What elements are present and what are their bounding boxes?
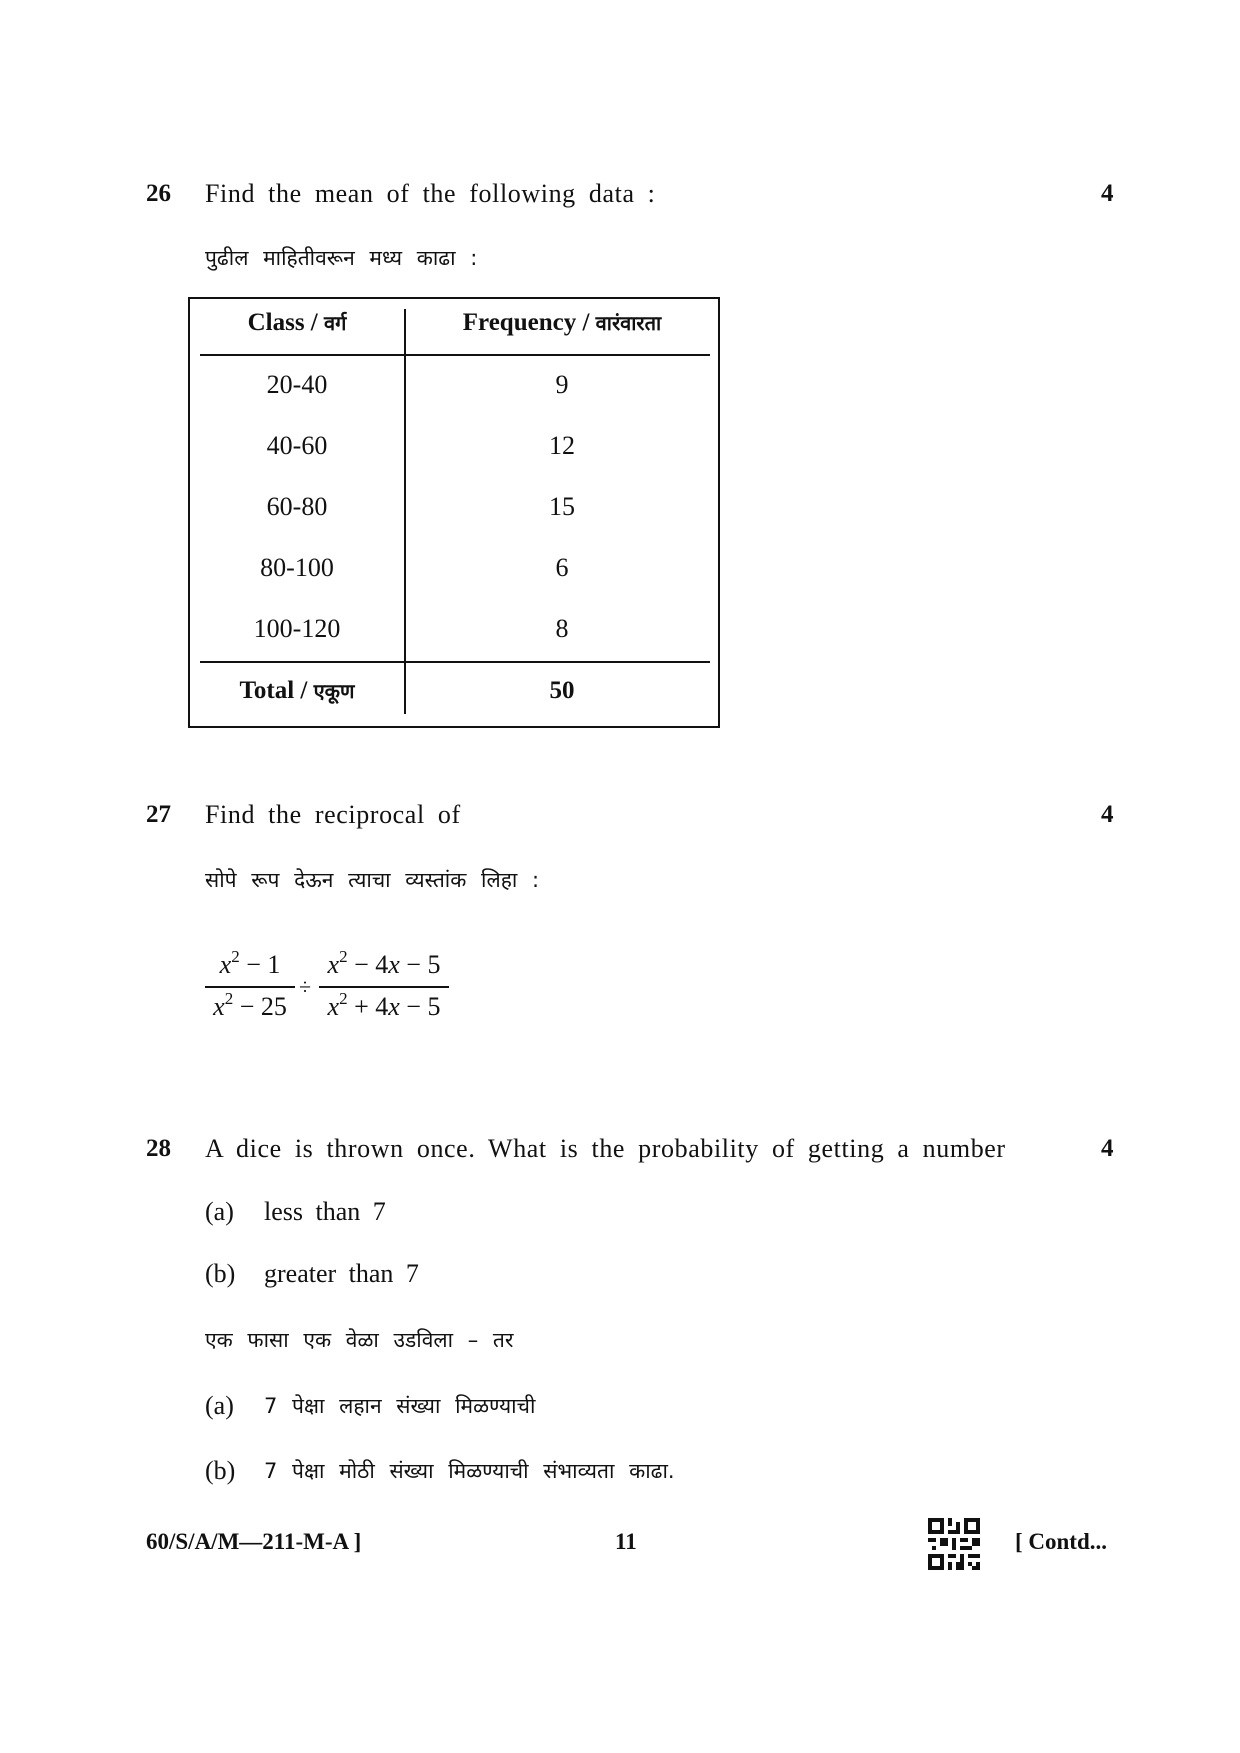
q26-marks: 4: [1101, 180, 1114, 207]
fraction-1: [205, 947, 295, 1028]
q26-marathi: पुढील माहितीवरून मध्य काढा :: [205, 246, 478, 270]
q28-option-b-label: (b): [205, 1259, 236, 1288]
q28-marks: 4: [1101, 1135, 1114, 1162]
table-cell-frequency: 12: [549, 431, 575, 460]
q28-marathi-option-b-label: (b): [205, 1456, 236, 1485]
table-header-class: Class / वर्ग: [247, 309, 347, 336]
table-cell-class: 60-80: [266, 492, 328, 521]
q27-marathi: सोपे रूप देऊन त्याचा व्यस्तांक लिहा :: [205, 868, 540, 892]
divide-operator: ÷: [299, 974, 312, 999]
fraction-2: [319, 947, 449, 1028]
q28-marathi-option-b: 7 पेक्षा मोठी संख्या मिळण्याची संभाव्यता काढा.: [264, 1459, 675, 1483]
q27-text: Find the reciprocal of: [205, 800, 461, 829]
table-header-rule: [200, 354, 710, 356]
qr-code-icon: [928, 1518, 980, 1570]
page-number: 11: [615, 1529, 637, 1554]
q28-option-a: less than 7: [264, 1197, 386, 1226]
frequency-table: [188, 297, 720, 728]
paper-code: 60/S/A/M—211-M-A ]: [146, 1529, 362, 1554]
q28-text: A dice is thrown once. What is the probability of getting a number: [205, 1134, 1006, 1163]
q28-number: 28: [146, 1135, 171, 1162]
q28-option-b: greater than 7: [264, 1259, 419, 1288]
table-cell-frequency: 9: [555, 370, 569, 399]
fraction-2-denominator: $x^2 + 4x - 5$: [327, 989, 441, 1021]
table-cell-frequency: 6: [555, 553, 569, 582]
q28-marathi-option-a: 7 पेक्षा लहान संख्या मिळण्याची: [264, 1394, 536, 1418]
q28-option-a-label: (a): [205, 1197, 234, 1226]
fraction-1-denominator: $x^2 - 25$: [213, 989, 287, 1021]
q28-marathi: एक फासा एक वेळा उडविला – तर: [205, 1328, 514, 1352]
table-cell-class: 100-120: [253, 614, 341, 643]
table-cell-frequency: 15: [549, 492, 575, 521]
q26-text: Find the mean of the following data :: [205, 179, 656, 208]
q27-number: 27: [146, 801, 171, 828]
fraction-1-numerator: $x^2 - 1$: [219, 947, 281, 979]
table-total-value: 50: [549, 677, 575, 704]
q27-marks: 4: [1101, 801, 1114, 828]
table-total-label: Total / एकूण: [239, 677, 355, 704]
continued-label: [ Contd...: [1015, 1529, 1108, 1554]
table-total-rule: [200, 661, 710, 663]
q26-number: 26: [146, 180, 171, 207]
fraction-2-numerator: $x^2 - 4x - 5$: [327, 947, 441, 979]
table-cell-class: 20-40: [266, 370, 328, 399]
table-cell-class: 40-60: [266, 431, 328, 460]
q28-marathi-option-a-label: (a): [205, 1391, 234, 1420]
table-cell-frequency: 8: [555, 614, 569, 643]
reciprocal-expression: [205, 947, 465, 1030]
table-cell-class: 80-100: [260, 553, 334, 582]
table-header-frequency: Frequency / वारंवारता: [462, 309, 662, 336]
